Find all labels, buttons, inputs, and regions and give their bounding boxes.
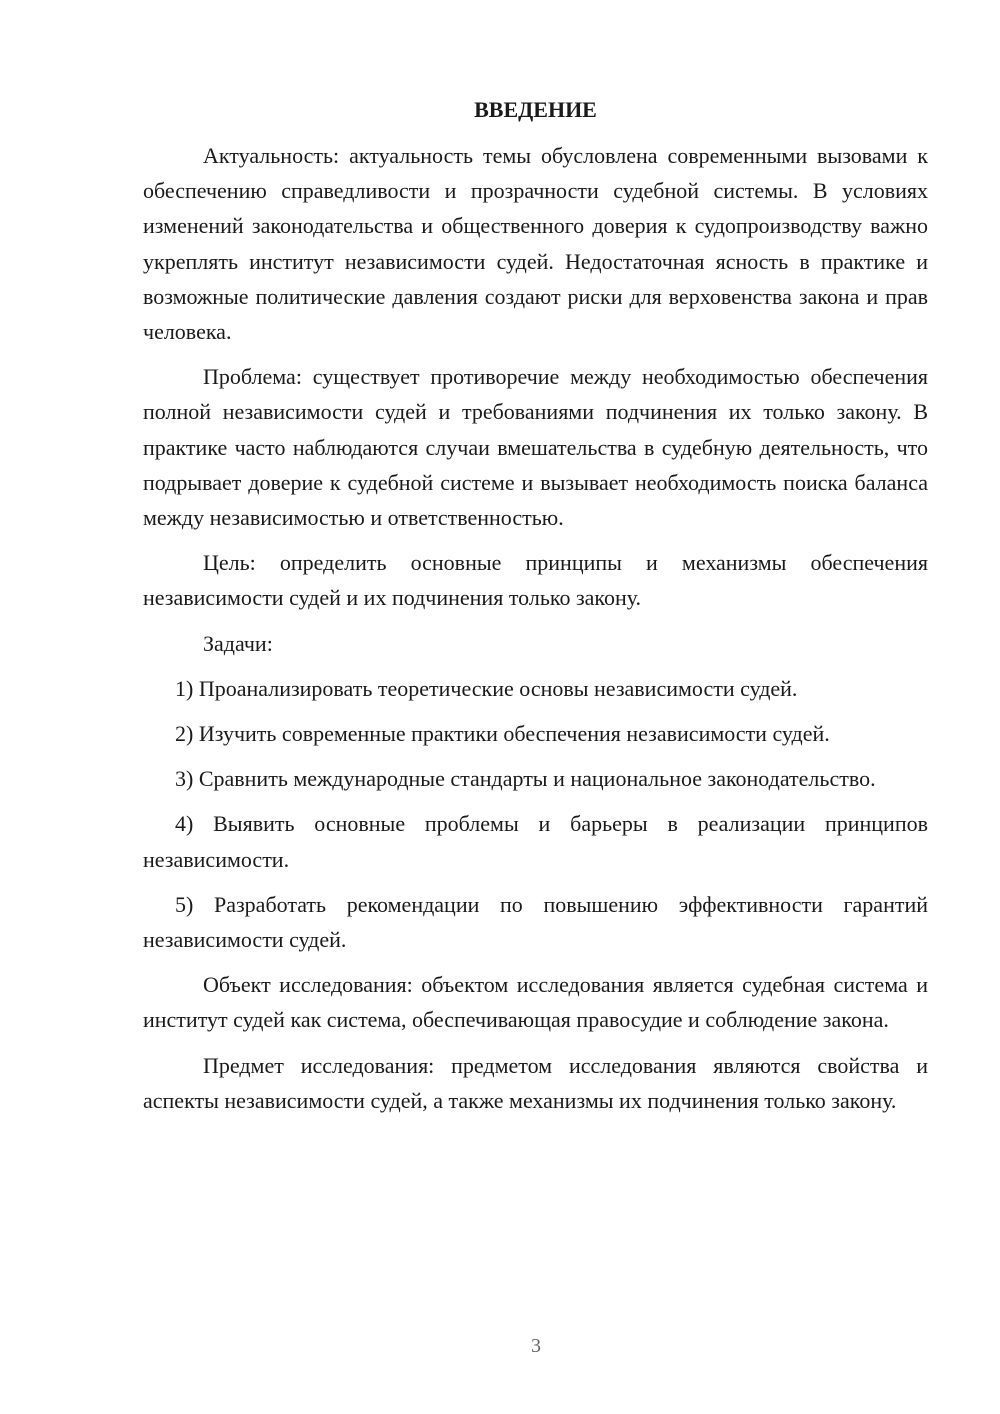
object-paragraph: Объект исследования: объектом исследования является судебная система и институт судей как система, обеспечивающая правосудие и соблюдение закона. [143,972,928,1033]
section-title: ВВЕДЕНИЕ [474,97,597,122]
document-body [143,94,928,1118]
problem-paragraph: Проблема: существует противоречие между необходимостью обеспечения полной независимости судей и требованиями подчинения их только закону. В практике часто наблюдаются случаи вмешательства в судебную деятельность, что подрывает доверие к судебной системе и вызывает необходимость поиска баланса между независимостью и ответственностью. [143,364,928,531]
task-item: 2) Изучить современные практики обеспечения независимости судей. [175,721,830,747]
page-number: 3 [531,1335,541,1357]
task-item: 1) Проанализировать теоретические основы независимости судей. [175,675,798,701]
task-item: 5) Разработать рекомендации по повышению эффективности гарантий независимости судей. [143,891,928,953]
task-item: 4) Выявить основные проблемы и барьеры в реализации принципов независимости. [143,811,928,872]
subject-paragraph: Предмет исследования: предметом исследования являются свойства и аспекты независимости судей, а также механизмы их подчинения только закону. [143,1052,928,1113]
goal-paragraph: Цель: определить основные принципы и механизмы обеспечения независимости судей и их подчинения только закону. [143,550,928,611]
relevance-paragraph: Актуальность: актуальность темы обусловлена современными вызовами к обеспечению справедливости и прозрачности судебной системы. В условиях изменений законодательства и общественного доверия к судопроизводству важно укреплять институт независимости судей. Недостаточная ясность в практике и возможные политические давления создают риски для верховенства закона и прав человека. [143,143,928,345]
task-item: 3) Сравнить международные стандарты и национальное законодательство. [175,766,876,792]
tasks-heading: Задачи: [203,630,273,656]
